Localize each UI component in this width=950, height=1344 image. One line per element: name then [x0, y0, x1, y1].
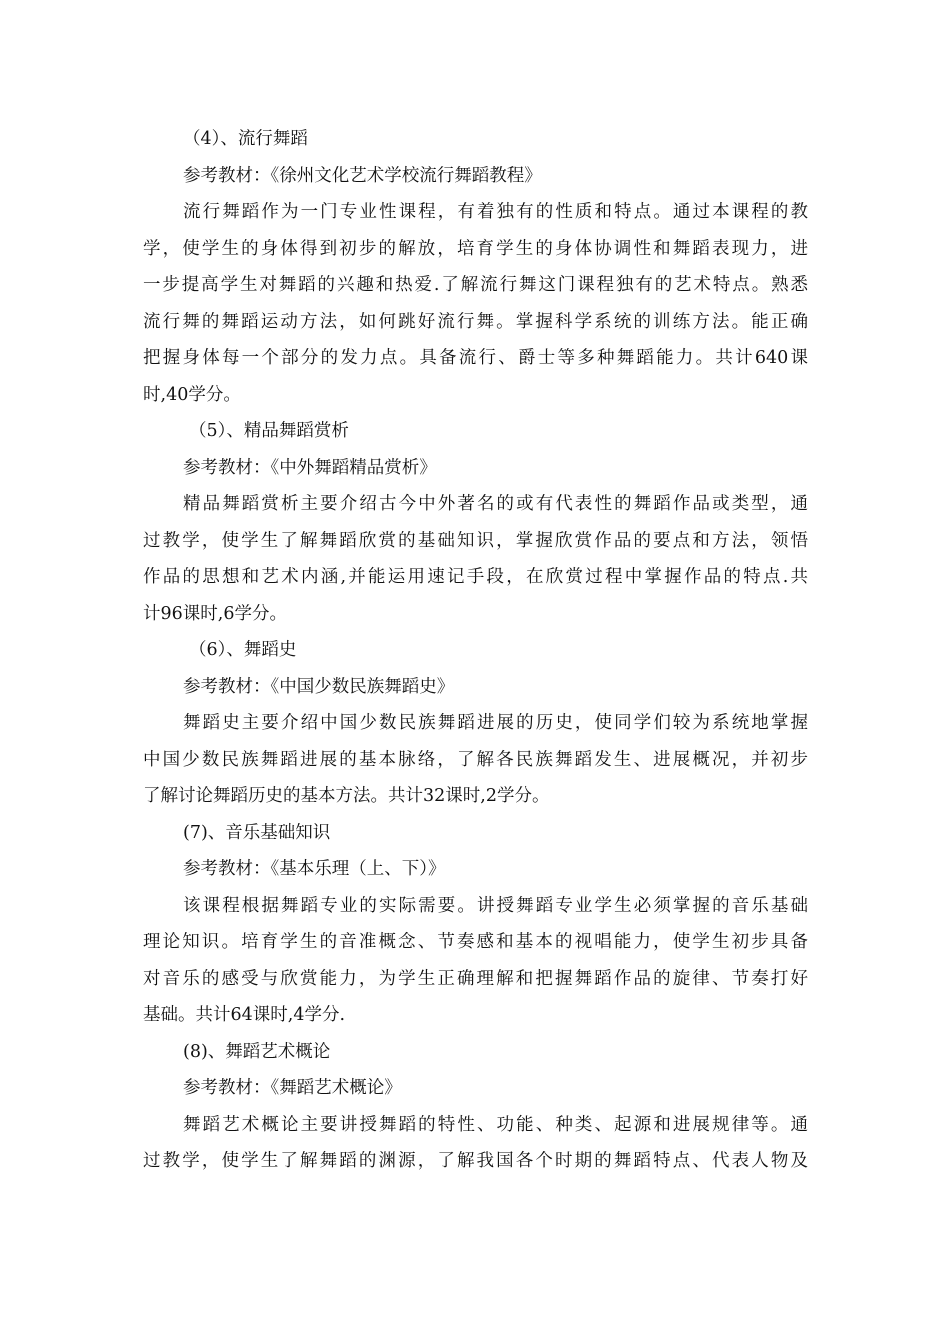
- section-heading: （4）、流行舞蹈: [183, 129, 308, 149]
- paragraph-line: 该课程根据舞蹈专业的实际需要。讲授舞蹈专业学生必须掌握的音乐基础: [183, 895, 808, 916]
- section-dance-art-theory: [143, 1034, 808, 1180]
- paragraph-line: 了解讨论舞蹈历史的基本方法。共计32课时,2学分。: [143, 786, 550, 806]
- section-music-basics: [143, 815, 808, 1034]
- paragraph-line: 学，使学生的身体得到初步的解放，培育学生的身体协调性和舞蹈表现力，进: [143, 238, 808, 259]
- paragraph-line: 一步提高学生对舞蹈的兴趣和热爱.了解流行舞这门课程独有的艺术特点。熟悉: [143, 275, 808, 295]
- reference-textbook: 参考教材：《基本乐理（上、下）》: [183, 859, 446, 879]
- reference-textbook: 参考教材：《中国少数民族舞蹈史》: [183, 676, 455, 697]
- paragraph-line: 舞蹈艺术概论主要讲授舞蹈的特性、功能、种类、起源和进展规律等。通: [183, 1114, 808, 1135]
- paragraph-line: 计96课时,6学分。: [143, 603, 287, 624]
- section-popular-dance: [143, 121, 808, 413]
- section-dance-history: [143, 632, 808, 815]
- paragraph-line: 对音乐的感受与欣赏能力，为学生正确理解和把握舞蹈作品的旋律、节奏打好: [143, 968, 808, 989]
- paragraph-line: 精品舞蹈赏析主要介绍古今中外著名的或有代表性的舞蹈作品或类型，通: [183, 494, 808, 514]
- document-body: [143, 121, 808, 1180]
- reference-textbook: 参考教材：《徐州文化艺术学校流行舞蹈教程》: [183, 165, 542, 186]
- section-heading: (8)、舞蹈艺术概论: [183, 1041, 331, 1062]
- paragraph-line: 过教学，使学生了解舞蹈欣赏的基础知识，掌握欣赏作品的要点和方法，领悟: [143, 530, 808, 551]
- reference-textbook: 参考教材：《中外舞蹈精品赏析》: [183, 457, 437, 478]
- section-dance-appreciation: [143, 413, 808, 632]
- paragraph-line: 理论知识。培育学生的音准概念、节奏感和基本的视唱能力，使学生初步具备: [143, 932, 808, 952]
- paragraph-line: 中国少数民族舞蹈进展的基本脉络，了解各民族舞蹈发生、进展概况，并初步: [143, 749, 808, 770]
- paragraph-line: 过教学，使学生了解舞蹈的渊源，了解我国各个时期的舞蹈特点、代表人物及: [143, 1151, 808, 1171]
- paragraph-line: 时,40学分。: [143, 384, 241, 405]
- paragraph-line: 基础。共计64课时,4学分.: [143, 1005, 346, 1025]
- paragraph-line: 舞蹈史主要介绍中国少数民族舞蹈进展的历史，使同学们较为系统地掌握: [183, 713, 808, 733]
- paragraph-line: 作品的思想和艺术内涵,并能运用速记手段，在欣赏过程中掌握作品的特点.共: [143, 567, 808, 587]
- paragraph-line: 流行舞的舞蹈运动方法，如何跳好流行舞。掌握科学系统的训练方法。能正确: [143, 311, 808, 332]
- paragraph-line: 把握身体每一个部分的发力点。具备流行、爵士等多种舞蹈能力。共计640课: [143, 348, 808, 368]
- reference-textbook: 参考教材：《舞蹈艺术概论》: [183, 1078, 402, 1098]
- section-heading: （5）、精品舞蹈赏析: [189, 421, 349, 441]
- section-heading: (7)、音乐基础知识: [183, 822, 331, 843]
- section-heading: （6）、舞蹈史: [189, 640, 297, 660]
- paragraph-line: 流行舞蹈作为一门专业性课程，有着独有的性质和特点。通过本课程的教: [183, 202, 808, 222]
